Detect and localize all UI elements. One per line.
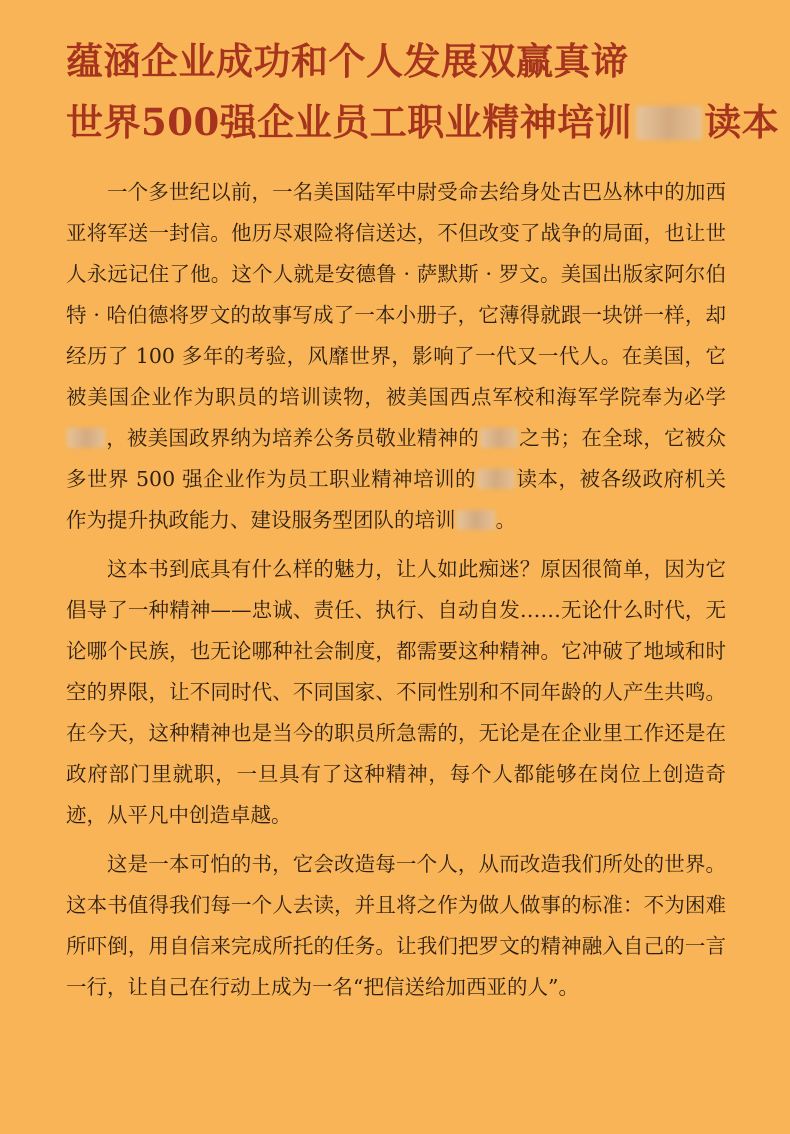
blurred-word	[636, 106, 702, 140]
headline-line-2-end: 读本	[704, 100, 780, 144]
body-text	[66, 172, 726, 1016]
paragraph-3: 这是一本可怕的书，它会改造每一个人，从而改造我们所处的世界。这本书值得我们每一个人去读，并且将之作为做人做事的标准：不为困难所吓倒，用自信来完成所托的任务。让我们把罗文的精神融入自己的一言一行，让自己在行动上成为一名“把信送给加西亚的人”。	[66, 852, 726, 999]
headline-line-1	[66, 38, 629, 84]
paragraph-1-segment: 读本，被各级政府机关作为提升执政能力、建设服务型团队的培训	[66, 467, 727, 532]
paragraph-1-segment: 之书；在全球，它被众多世界 500 强企业作为员工职业精神培训的	[66, 426, 727, 491]
headline-line-2-start: 世界500强企业员工职业精神培训	[66, 100, 633, 144]
paragraph-1	[66, 172, 726, 541]
headline-line-1-text: 蕴涵企业成功和个人发展双赢真谛	[66, 39, 629, 83]
paragraph-1-segment: 。	[495, 508, 516, 532]
blurred-word	[477, 469, 515, 489]
blurred-word	[457, 510, 495, 530]
headline-line-2	[66, 99, 779, 145]
blurred-word	[480, 428, 518, 448]
blurred-word	[67, 428, 105, 448]
paragraph-2: 这本书到底具有什么样的魅力，让人如此痴迷？原因很简单，因为它倡导了一种精神——忠诚、责任、执行、自动自发……无论什么时代，无论哪个民族，也无论哪种社会制度，都需要这种精神。它冲破了地域和时空的界限，让不同时代、不同国家、不同性别和不同年龄的人产生共鸣。在今天，这种精神也是当今的职员所急需的，无论是在企业里工作还是在政府部门里就职，一旦具有了这种精神，每个人都能够在岗位上创造奇迹，从平凡中创造卓越。	[66, 557, 726, 827]
paragraph-1-segment: 一个多世纪以前，一名美国陆军中尉受命去给身处古巴丛林中的加西亚将军送一封信。他历尽艰险将信送达，不但改变了战争的局面，也让世人永远记住了他。这个人就是安德鲁 · 萨默斯 · 罗文。美国出版家阿尔伯特 · 哈伯德将罗文的故事写成了一本小册子，它薄得就跟一块饼一样，却经历了 100 多年的考验，风靡世界，影响了一代又一代人。在美国，它被美国企业作为职员的培训读物，被美国西点军校和海军学院奉为必学	[66, 180, 726, 409]
paragraph-1-segment: ，被美国政界纳为培养公务员敬业精神的	[106, 426, 479, 450]
